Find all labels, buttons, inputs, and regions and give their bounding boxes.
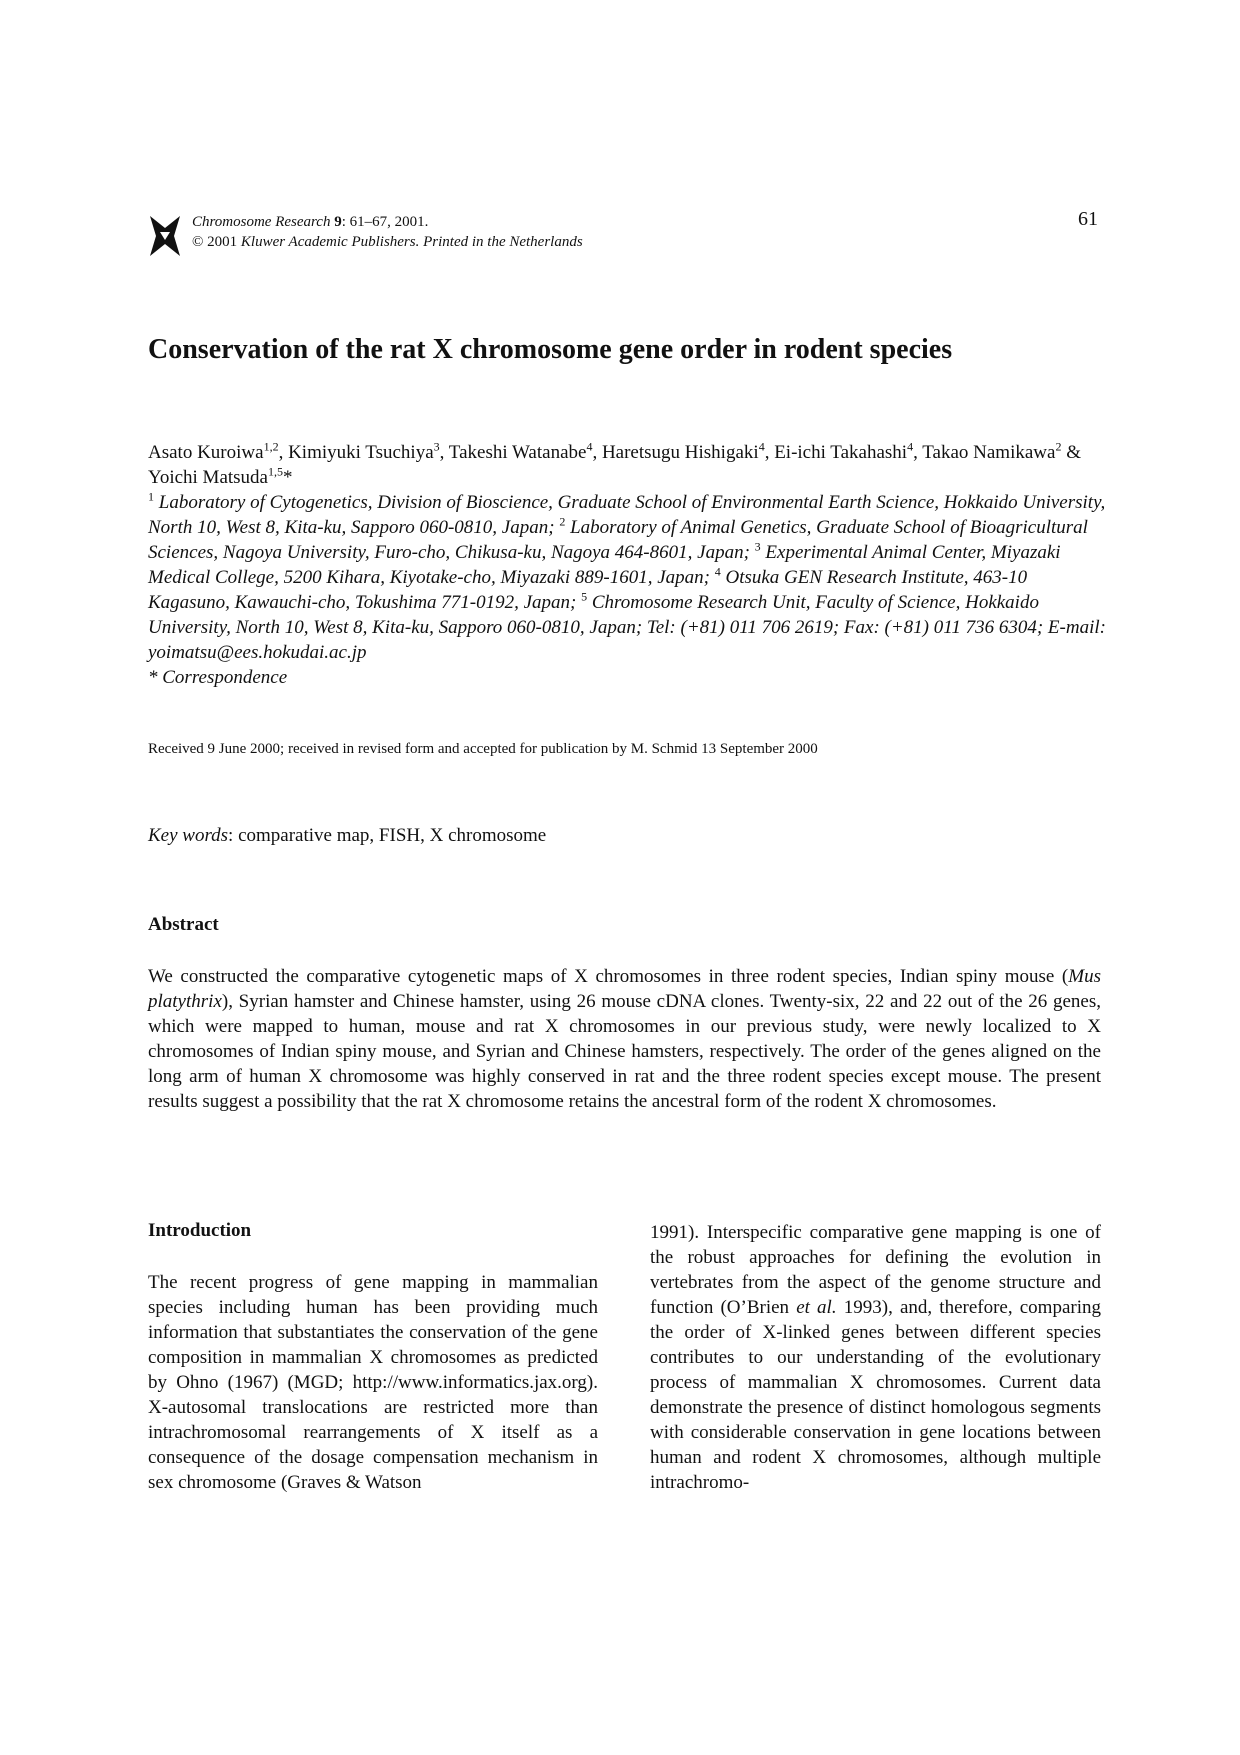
journal-pages-year: : 61–67, 2001. [341, 214, 429, 230]
affiliations [148, 490, 1108, 690]
author-name: Kimiyuki Tsuchiya [288, 442, 434, 463]
author-name: Yoichi Matsuda [148, 467, 268, 488]
author-separator: , [439, 442, 449, 463]
author-affiliation-mark: 1,5 [268, 464, 283, 479]
author-separator: , [913, 442, 923, 463]
journal-volume: 9 [334, 214, 342, 230]
author-name: Takeshi Watanabe [448, 442, 587, 463]
intro-right-etal: et al. [796, 1297, 837, 1318]
affiliation-number: 4 [714, 564, 721, 579]
affiliation-number: 1 [148, 489, 154, 504]
abstract-species: Mus platythrix [148, 966, 1101, 1012]
intro-right-part: 1991). Interspecific comparative gene mapping is one of the robust approaches for defining the evolution in vertebrates from the aspect of the genome structure and function (O’Brien [650, 1222, 1101, 1318]
affiliation-text: Chromosome Research Unit, Faculty of Science, Hokkaido University, North 10, West 8, Kita-ku, Sapporo 060-0810, Japan; Tel: (+81) 011 706 2619; Fax: (+81) 011 736 6304; E-mail: yoimatsu@ees.hokudai.ac.jp [148, 592, 1106, 663]
affiliation-number: 5 [581, 589, 588, 604]
publisher-line: Kluwer Academic Publishers. Printed in the Netherlands [240, 234, 583, 250]
page-number: 61 [1078, 208, 1098, 230]
introduction-column-left: The recent progress of gene mapping in mammalian species including human has been providing much information that substantiates the conservation of the gene composition in mammalian X chromosomes as predicted by Ohno (1967) (MGD; http://www.informatics.jax.org). X-autosomal translocations are restricted more than intrachromosomal rearrangements of X itself as a consequence of the dosage compensation mechanism in sex chromosome (Graves & Watson [148, 1272, 598, 1493]
affiliation-text: Otsuka GEN Research Institute, 463-10 Kagasuno, Kawauchi-cho, Tokushima 771-0192, Japan; [148, 567, 1028, 613]
received-dates: Received 9 June 2000; received in revised form and accepted for publication by M. Schmid 13 September 2000 [148, 741, 818, 757]
author-separator: * [283, 467, 293, 488]
author-affiliation-mark: 4 [758, 439, 765, 454]
copyright-symbol: © [192, 234, 204, 250]
affiliation-number: 2 [559, 514, 566, 529]
introduction-column-right [650, 1220, 1101, 1495]
intro-right-part: 1993), and, therefore, comparing the order of X-linked genes between different species contributes to our understanding of the evolutionary process of mammalian X chromosomes. Current data demonstrate the presence of distinct homologous segments with considerable conservation in gene locations between human and rodent X chromosomes, although multiple intrachromo- [650, 1297, 1101, 1493]
author-affiliation-mark: 4 [586, 439, 593, 454]
keywords-list: : comparative map, FISH, X chromosome [228, 825, 547, 846]
author-affiliation-mark: 4 [907, 439, 914, 454]
affiliation-number: 3 [754, 539, 761, 554]
copyright-year: 2001 [207, 234, 238, 250]
author-affiliation-mark: 1,2 [263, 439, 279, 454]
author-list [148, 440, 1108, 490]
abstract-part: ), Syrian hamster and Chinese hamster, using 26 mouse cDNA clones. Twenty-six, 22 and 22 out of the 26 genes, which were mapped to human, mouse and rat X chromosomes in our previous study, were newly localized to X chromosomes of Indian spiny mouse, and Syrian and Chinese hamsters, respectively. The order of the genes aligned on the long arm of human X chromosome was highly conserved in rat and the three rodent species except mouse. The present results suggest a possibility that the rat X chromosome retains the ancestral form of the rodent X chromosomes. [148, 991, 1101, 1112]
publisher-logo-icon [148, 214, 182, 258]
author-separator: , [278, 442, 289, 463]
author-name: Takao Namikawa [922, 442, 1056, 463]
article-title: Conservation of the rat X chromosome gene order in rodent species [148, 334, 953, 365]
abstract-heading: Abstract [148, 914, 219, 935]
journal-name: Chromosome Research [192, 214, 331, 230]
author-affiliation-mark: 2 [1055, 439, 1062, 454]
journal-citation [192, 212, 583, 252]
keywords [148, 825, 546, 847]
author-separator: , [764, 442, 775, 463]
introduction-heading: Introduction [148, 1220, 252, 1241]
keywords-label: Key words [148, 825, 229, 846]
correspondence-note: * Correspondence [148, 667, 288, 688]
author-separator: , [592, 442, 602, 463]
author-name: Haretsugu Hishigaki [601, 442, 759, 463]
affiliation-text: Laboratory of Cytogenetics, Division of Bioscience, Graduate School of Environmental Earth Science, Hokkaido University, North 10, West 8, Kita-ku, Sapporo 060-0810, Japan; [148, 492, 1106, 538]
author-affiliation-mark: 3 [433, 439, 440, 454]
affiliation-text: Laboratory of Animal Genetics, Graduate School of Bioagricultural Sciences, Nagoya University, Furo-cho, Chikusa-ku, Nagoya 464-8601, Japan; [148, 517, 1088, 563]
abstract-part: We constructed the comparative cytogenetic maps of X chromosomes in three rodent species, Indian spiny mouse ( [148, 966, 1069, 987]
author-separator: & [1061, 442, 1081, 463]
affiliation-text: Experimental Animal Center, Miyazaki Medical College, 5200 Kihara, Kiyotake-cho, Miyazaki 889-1601, Japan; [148, 542, 1061, 588]
author-name: Asato Kuroiwa [148, 442, 264, 463]
abstract-text [148, 964, 1101, 1114]
author-name: Ei-ichi Takahashi [774, 442, 908, 463]
